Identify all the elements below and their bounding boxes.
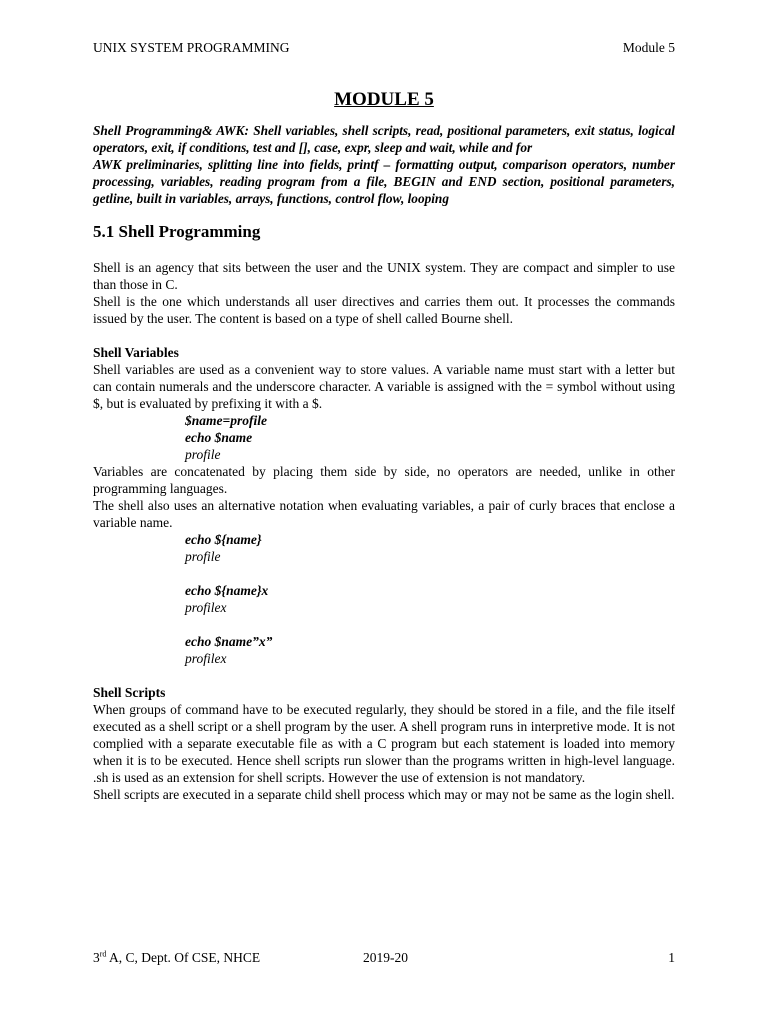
footer-department-text: A, C, Dept. Of CSE, NHCE [106,950,261,965]
code-line: echo $name [185,430,253,445]
code-output: profile [185,447,221,462]
code-block-curly-1 [93,531,675,565]
footer-ordinal-suffix: rd [99,949,107,959]
code-block-quoted [93,633,675,667]
header-module-label: Module 5 [622,40,675,55]
module-title: MODULE 5 [334,89,434,110]
syllabus-awk: AWK preliminaries, splitting line into fields, printf – formatting output, comparison operators, number processing, variables, reading program from a file, BEGIN and END section, positional parameters, getline, built in variables, arrays, functions, control flow, looping [93,157,675,206]
code-block-curly-2 [93,582,675,616]
page-footer [93,950,675,966]
shell-variables-paragraph-1: Shell variables are used as a convenient way to store values. A variable name must start with a letter but can contain numerals and the underscore character. A variable is assigned with the = symbol without using $, but is evaluated by prefixing it with a $. [93,362,675,411]
code-block-assignment [93,412,675,463]
code-line: echo ${name} [185,532,262,547]
footer-academic-year: 2019-20 [363,950,408,965]
shell-variables-paragraph-2: Variables are concatenated by placing them side by side, no operators are needed, unlike in other programming languages. [93,464,675,496]
code-line: echo $name”x” [185,634,273,649]
shell-scripts-paragraph-1: When groups of command have to be executed regularly, they should be stored in a file, and the file itself executed as a shell script or a shell program by the user. A shell program runs in interpretive mode. It is not complied with a separate executable file as with a C program but each statement is loaded into memory when it is to be executed. Hence shell scripts run slower than the programs written in high-level language. .sh is used as an extension for shell scripts. However the use of extension is not mandatory. [93,702,675,785]
code-output: profilex [185,600,227,615]
section-title: 5.1 Shell Programming [93,222,261,241]
intro-paragraph-1: Shell is an agency that sits between the user and the UNIX system. They are compact and simpler to use than those in C. [93,260,675,292]
shell-scripts-paragraph-2: Shell scripts are executed in a separate child shell process which may or may not be same as the login shell. [93,787,675,802]
header-course-title: UNIX SYSTEM PROGRAMMING [93,40,290,55]
code-line: echo ${name}x [185,583,269,598]
shell-variables-paragraph-3: The shell also uses an alternative notation when evaluating variables, a pair of curly braces that enclose a variable name. [93,498,675,530]
footer-page-number: 1 [668,950,675,965]
intro-paragraph-2: Shell is the one which understands all user directives and carries them out. It processes the commands issued by the user. The content is based on a type of shell called Bourne shell. [93,294,675,326]
code-line: $name=profile [185,413,267,428]
footer-semester-number: 3 [93,950,100,965]
shell-scripts-heading: Shell Scripts [93,685,166,700]
code-output: profile [185,549,221,564]
code-output: profilex [185,651,227,666]
page-header [93,40,675,56]
page-content [93,88,675,803]
shell-variables-heading: Shell Variables [93,345,179,360]
syllabus-shell-awk: Shell Programming& AWK: Shell variables, shell scripts, read, positional parameters, exit status, logical operators, exit, if conditions, test and [], case, expr, sleep and wait, while and for [93,123,675,155]
footer-department [93,950,363,966]
